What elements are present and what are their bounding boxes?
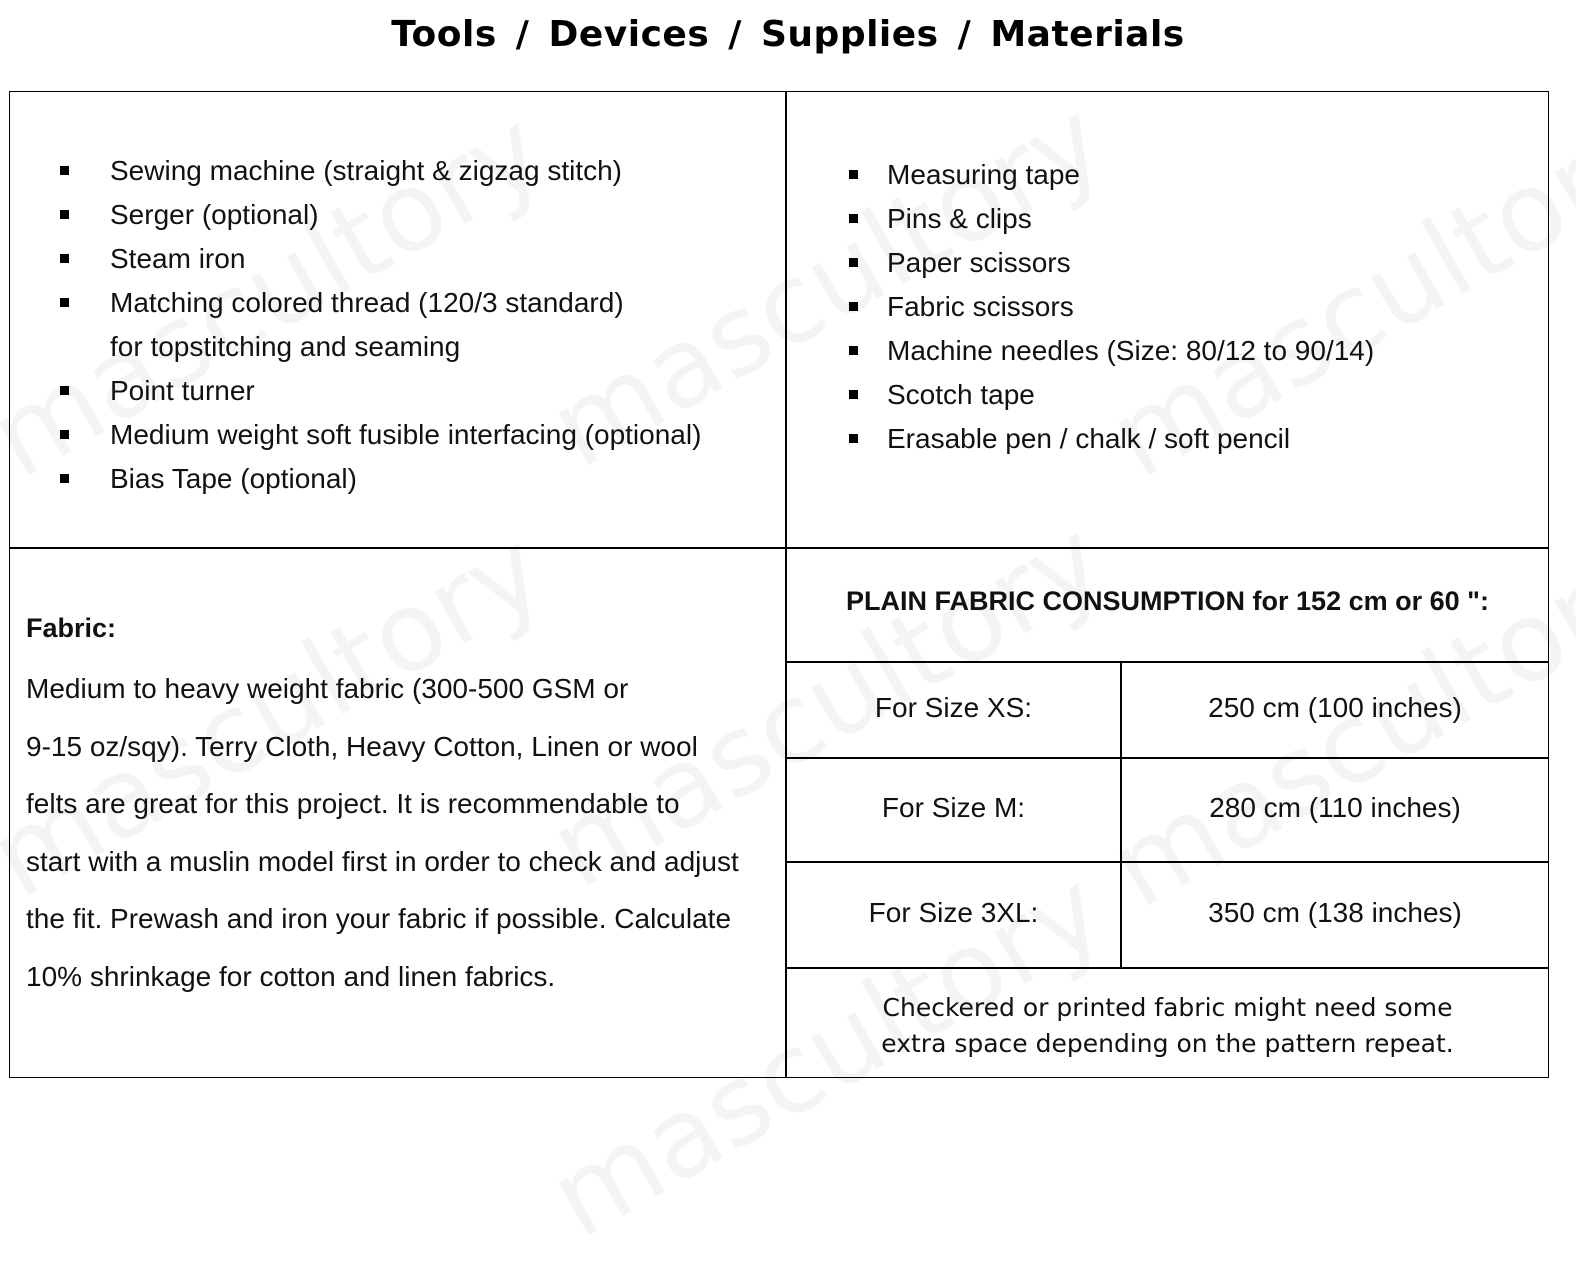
list-item <box>786 241 1549 285</box>
consumption-heading: PLAIN FABRIC CONSUMPTION for 152 cm or 60 ": <box>846 586 1489 616</box>
bullet-icon <box>849 346 858 355</box>
size-value: 280 cm (110 inches) <box>1209 792 1461 823</box>
list-item <box>786 285 1549 329</box>
size-label: For Size M: <box>881 792 1026 823</box>
bullet-icon <box>60 254 69 263</box>
fabric-heading: Fabric: <box>26 613 117 643</box>
list-item <box>9 237 785 281</box>
fabric-description <box>26 660 781 1005</box>
list-item <box>786 373 1549 417</box>
bullet-icon <box>60 298 69 307</box>
fabric-line: Medium to heavy weight fabric (300-500 GSM or <box>26 673 629 704</box>
bullet-icon <box>60 474 69 483</box>
list-item-text: Measuring tape <box>887 159 1081 190</box>
page-title: Tools / Devices / Supplies / Materials <box>391 14 1185 55</box>
tools-list-left <box>9 149 785 501</box>
list-item-text: Scotch tape <box>887 379 1035 410</box>
note-line: Checkered or printed fabric might need some <box>882 993 1453 1022</box>
note-line: extra space depending on the pattern repeat. <box>881 1029 1454 1058</box>
fabric-line: 9-15 oz/sqy). Terry Cloth, Heavy Cotton, Linen or wool <box>26 730 698 762</box>
bullet-icon <box>849 258 858 267</box>
list-item <box>9 193 785 237</box>
list-item <box>786 417 1549 461</box>
list-item-text: Paper scissors <box>887 247 1071 278</box>
tools-list-right <box>786 153 1549 461</box>
list-item-text: Pins & clips <box>887 203 1032 234</box>
size-label: For Size 3XL: <box>868 897 1039 928</box>
list-item <box>9 281 785 369</box>
fabric-line: felts are great for this project. It is recommendable to <box>26 788 680 819</box>
list-item-text: Serger (optional) <box>110 199 319 230</box>
list-item <box>9 149 785 193</box>
list-item-text: Matching colored thread (120/3 standard) <box>110 287 624 318</box>
list-item-text: Point turner <box>110 375 255 406</box>
fabric-line: the fit. Prewash and iron your fabric if possible. Calculate <box>26 903 732 934</box>
list-item <box>786 329 1549 373</box>
bullet-icon <box>849 434 858 443</box>
bullet-icon <box>849 214 858 223</box>
consumption-divider <box>786 967 1549 969</box>
list-item-text: Sewing machine (straight & zigzag stitch) <box>110 155 622 186</box>
bullet-icon <box>849 302 858 311</box>
list-item-text: Machine needles (Size: 80/12 to 90/14) <box>887 335 1375 366</box>
consumption-divider <box>786 757 1549 759</box>
list-item-text: Medium weight soft fusible interfacing (optional) <box>110 419 702 450</box>
size-label: For Size XS: <box>874 692 1033 723</box>
list-item <box>786 197 1549 241</box>
list-item-text: Bias Tape (optional) <box>110 463 357 494</box>
fabric-line: start with a muslin model first in order to check and adjust <box>26 845 739 877</box>
list-item <box>786 153 1549 197</box>
consumption-divider <box>786 861 1549 863</box>
list-item-continuation: for topstitching and seaming <box>110 331 461 362</box>
row-divider <box>9 547 1549 549</box>
bullet-icon <box>60 430 69 439</box>
size-value: 350 cm (138 inches) <box>1208 897 1462 928</box>
bullet-icon <box>60 166 69 175</box>
consumption-note <box>786 990 1549 1062</box>
fabric-line: 10% shrinkage for cotton and linen fabrics. <box>26 960 556 992</box>
list-item <box>9 413 785 457</box>
bullet-icon <box>60 210 69 219</box>
bullet-icon <box>849 170 858 179</box>
bullet-icon <box>60 386 69 395</box>
consumption-divider <box>786 661 1549 663</box>
list-item <box>9 457 785 501</box>
list-item-text: Erasable pen / chalk / soft pencil <box>887 423 1291 454</box>
list-item <box>9 369 785 413</box>
bullet-icon <box>849 390 858 399</box>
size-value: 250 cm (100 inches) <box>1208 692 1462 723</box>
list-item-text: Steam iron <box>110 243 246 274</box>
list-item-text: Fabric scissors <box>887 291 1074 322</box>
